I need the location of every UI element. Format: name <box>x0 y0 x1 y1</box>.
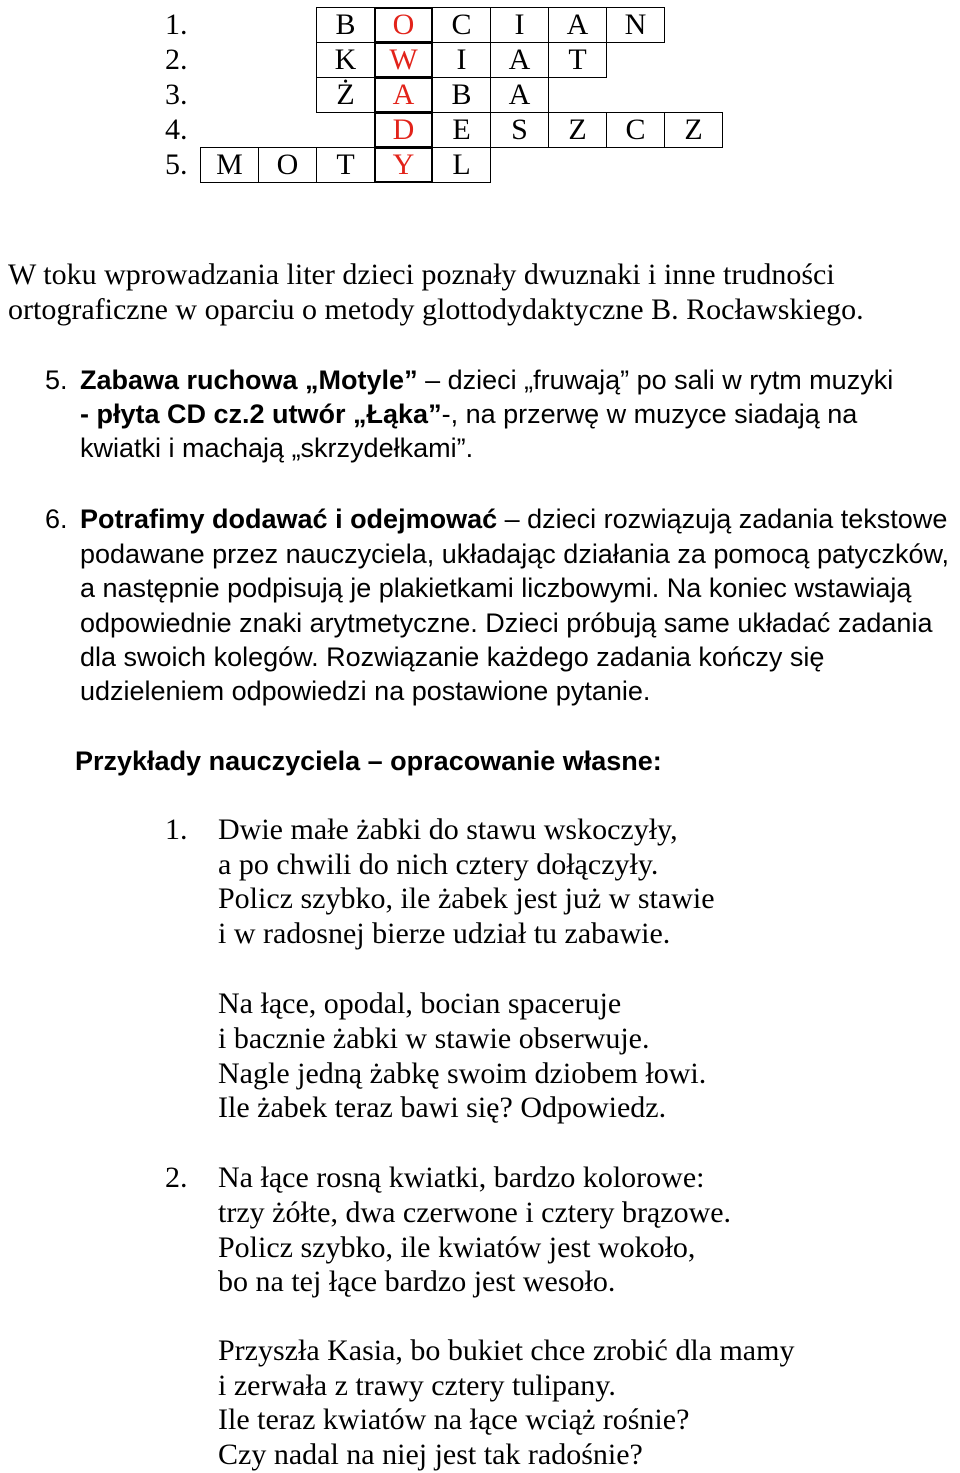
item-5-line: kwiatki i machają „skrzydełkami”. <box>80 433 474 463</box>
crossword-cell: C <box>432 7 491 43</box>
item-6-line: odpowiednie znaki arytmetyczne. Dzieci próbują same układać zadania <box>80 608 933 638</box>
crossword-cell: N <box>606 7 665 43</box>
crossword-cell: O <box>258 147 317 183</box>
intro-line: ortograficzne w oparciu o metody glottodydaktyczne B. Rocławskiego. <box>8 293 864 326</box>
crossword-cell: B <box>432 77 491 113</box>
poem-line: Nagle jedną żabkę swoim dziobem łowi. <box>218 1057 707 1090</box>
poem-line: Policz szybko, ile żabek jest już w stawie <box>218 882 715 915</box>
crossword-cell: C <box>606 112 665 148</box>
crossword-solution-cell: Y <box>374 147 433 183</box>
example-number: 1. <box>165 813 188 846</box>
intro-line: W toku wprowadzania liter dzieci poznały dwuznaki i inne trudności <box>8 258 835 291</box>
item-5-text: -, na przerwę w muzyce siadają na <box>441 399 858 429</box>
poem-line: Ile żabek teraz bawi się? Odpowiedz. <box>218 1091 667 1124</box>
item-5-title: Zabawa ruchowa „Motyle” <box>80 365 418 395</box>
crossword-cell: S <box>490 112 549 148</box>
crossword-row-number: 5. <box>165 148 188 181</box>
item-5-music-info: - płyta CD cz.2 utwór „Łąka” <box>80 399 442 429</box>
poem-line: Czy nadal na niej jest tak radośnie? <box>218 1438 643 1471</box>
crossword-cell: L <box>432 147 491 183</box>
poem-line: Dwie małe żabki do stawu wskoczyły, <box>218 813 678 846</box>
crossword-row-number: 2. <box>165 43 188 76</box>
poem-line: Na łące, opodal, bocian spaceruje <box>218 987 622 1020</box>
item-5-line <box>80 397 857 432</box>
item-6-line: a następnie podpisują je plakietkami liczbowymi. Na koniec wstawiają <box>80 573 912 603</box>
crossword-cell: Ż <box>316 77 375 113</box>
item-6-line: podawane przez nauczyciela, układając działania za pomocą patyczków, <box>80 539 950 569</box>
crossword-cell: I <box>490 7 549 43</box>
crossword-cell: T <box>316 147 375 183</box>
crossword-cell: A <box>548 7 607 43</box>
crossword-cell: K <box>316 42 375 78</box>
item-5-text: – dzieci „fruwają” po sali w rytm muzyki <box>417 365 894 395</box>
poem-line: Na łące rosną kwiatki, bardzo kolorowe: <box>218 1161 705 1194</box>
poem-line: i bacznie żabki w stawie obserwuje. <box>218 1022 650 1055</box>
crossword-cell: Z <box>664 112 723 148</box>
crossword-row-number: 4. <box>165 113 188 146</box>
poem-line: Ile teraz kwiatów na łące wciąż rośnie? <box>218 1403 690 1436</box>
crossword-row-number: 1. <box>165 8 188 41</box>
crossword-cell: E <box>432 112 491 148</box>
poem-line: Przyszła Kasia, bo bukiet chce zrobić dla mamy <box>218 1334 795 1367</box>
item-6-line: udzieleniem odpowiedzi na postawione pytanie. <box>80 676 651 706</box>
poem-line: i zerwała z trawy cztery tulipany. <box>218 1369 616 1402</box>
crossword-cell: T <box>548 42 607 78</box>
item-6-title: Potrafimy dodawać i odejmować <box>80 504 498 534</box>
crossword-solution-cell: W <box>374 42 433 78</box>
crossword-cell: B <box>316 7 375 43</box>
example-number: 2. <box>165 1161 188 1194</box>
item-6-number: 6. <box>45 504 68 534</box>
crossword-cell: A <box>490 77 549 113</box>
item-6-line <box>80 502 947 537</box>
item-5-number: 5. <box>45 365 68 395</box>
examples-heading: Przykłady nauczyciela – opracowanie własne: <box>75 746 662 776</box>
poem-line: trzy żółte, dwa czerwone i cztery brązowe. <box>218 1196 732 1229</box>
crossword-solution-cell: O <box>374 7 433 43</box>
poem-line: a po chwili do nich cztery dołączyły. <box>218 848 659 881</box>
crossword-cell: A <box>490 42 549 78</box>
item-5-line <box>80 363 893 398</box>
crossword-row-number: 3. <box>165 78 188 111</box>
crossword-cell: M <box>200 147 259 183</box>
crossword-solution-cell: D <box>374 112 433 148</box>
poem-line: i w radosnej bierze udział tu zabawie. <box>218 917 671 950</box>
crossword-solution-cell: A <box>374 77 433 113</box>
poem-line: Policz szybko, ile kwiatów jest wokoło, <box>218 1231 696 1264</box>
crossword-cell: I <box>432 42 491 78</box>
item-6-text: – dzieci rozwiązują zadania tekstowe <box>497 504 948 534</box>
poem-line: bo na tej łące bardzo jest wesoło. <box>218 1265 616 1298</box>
item-6-line: dla swoich kolegów. Rozwiązanie każdego zadania kończy się <box>80 642 825 672</box>
crossword-cell: Z <box>548 112 607 148</box>
